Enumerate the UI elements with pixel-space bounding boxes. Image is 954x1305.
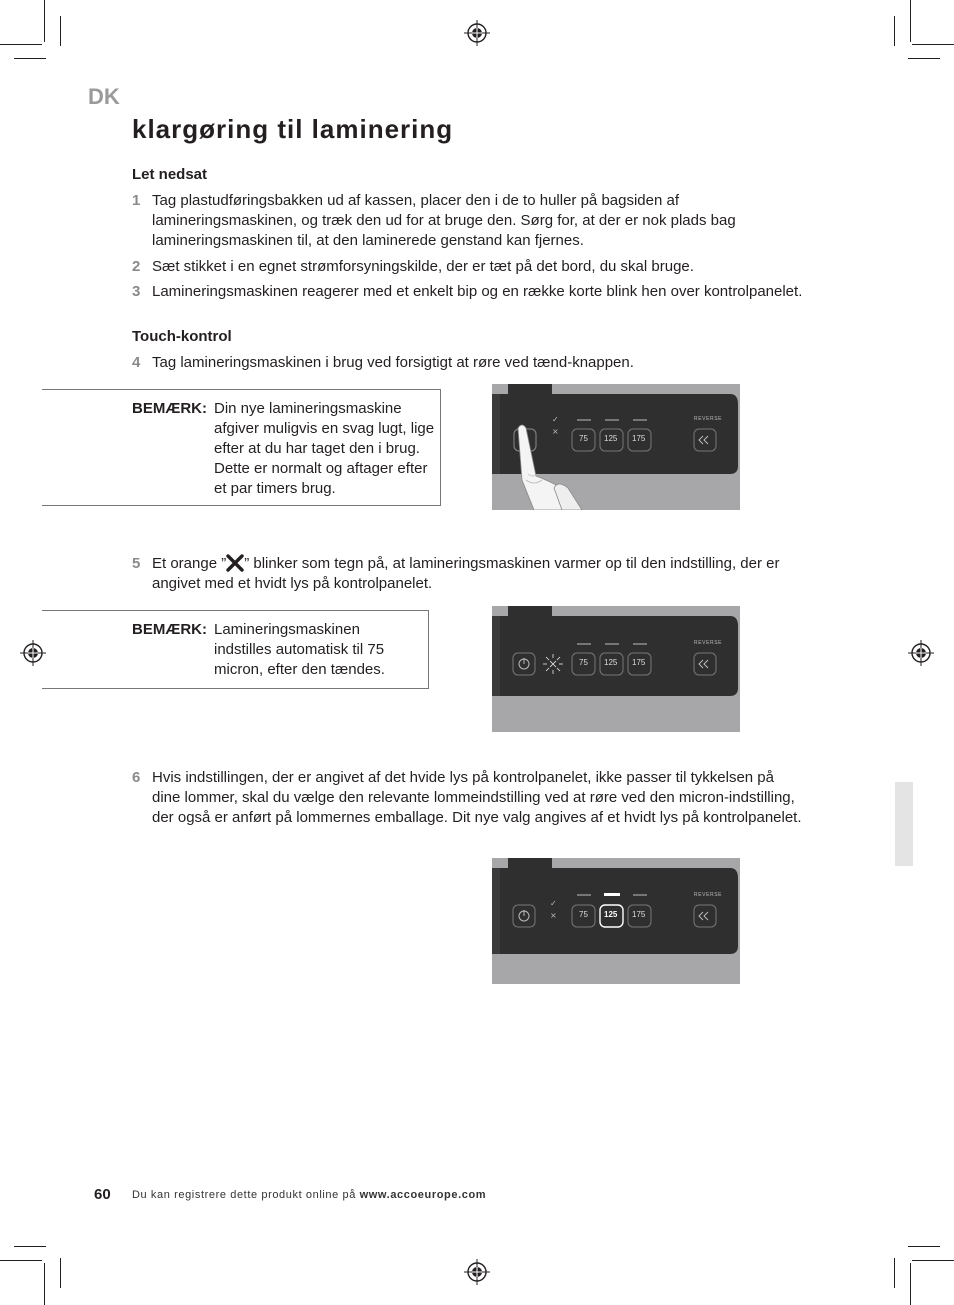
setting-175: 175: [632, 658, 646, 667]
note-box: [42, 610, 429, 689]
laminator-panel-icon: [492, 858, 740, 984]
crop-mark: [14, 58, 46, 59]
registration-mark-icon: [464, 1259, 490, 1285]
crop-mark: [60, 1258, 61, 1288]
step-number: 3: [132, 283, 141, 300]
svg-text:✓: ✓: [552, 415, 559, 424]
list-item: [132, 353, 822, 373]
crop-mark: [14, 1246, 46, 1247]
crop-mark: [44, 1263, 45, 1305]
list-item: [132, 191, 822, 251]
section-heading: Touch-kontrol: [132, 328, 232, 345]
step-text: Tag plastudføringsbakken ud af kassen, placer den i de to huller på bagsiden af lamineringsmaskinen, og træk den ud for at bruge den. Sørg for, at der er nok plads bag lamineringsmaskinen til, at den laminerede genstand kan fjernes.: [152, 192, 736, 249]
step-text-after: ” blinker som tegn på, at lamineringsmaskinen varmer op til den indstilling, der er angivet med et hvidt lys på kontrolpanelet.: [152, 555, 780, 592]
setting-75: 75: [579, 910, 588, 919]
step-text-before: Et orange ”: [152, 555, 227, 572]
list-item: [132, 282, 822, 302]
setting-175: 175: [632, 910, 646, 919]
page-title: klargøring til laminering: [132, 114, 454, 144]
x-icon: [226, 554, 244, 572]
registration-mark-icon: [908, 640, 934, 666]
footer-text: [132, 1189, 486, 1201]
page-number: 60: [94, 1186, 111, 1203]
section-heading: Let nedsat: [132, 166, 208, 183]
crop-mark: [60, 16, 61, 46]
control-panel-illustration: [492, 606, 740, 732]
setting-125: 125: [604, 434, 618, 443]
list-item: [132, 257, 822, 277]
setting-75: 75: [579, 434, 588, 443]
crop-mark: [908, 58, 940, 59]
footer-url[interactable]: www.accoeurope.com: [359, 1189, 487, 1201]
note-text: Din nye lamineringsmaskine afgiver muligvis en svag lugt, lige efter at du har taget den i brug. Dette er normalt og aftager efter et par timers brug.: [214, 400, 435, 497]
step-number: 4: [132, 354, 141, 371]
crop-mark: [910, 1263, 911, 1305]
registration-mark-icon: [464, 20, 490, 46]
step-number: 2: [132, 258, 141, 275]
step-number: 6: [132, 769, 141, 786]
note-box: [42, 389, 441, 506]
note-label: BEMÆRK:: [132, 400, 207, 417]
svg-text:✓: ✓: [550, 899, 557, 908]
crop-mark: [44, 0, 45, 42]
crop-mark: [894, 1258, 895, 1288]
crop-mark: [908, 1246, 940, 1247]
control-panel-illustration: [492, 858, 740, 984]
svg-text:×: ×: [552, 427, 559, 436]
list-item: [132, 554, 822, 594]
laminator-panel-icon: [492, 384, 740, 510]
language-thumb-tab: [895, 782, 913, 866]
svg-text:×: ×: [550, 911, 557, 920]
crop-mark: [894, 16, 895, 46]
control-panel-illustration: [492, 384, 740, 510]
language-tag: DK: [88, 84, 120, 109]
setting-175: 175: [632, 434, 646, 443]
step-text: Tag lamineringsmaskinen i brug ved forsigtigt at røre ved tænd-knappen.: [152, 354, 634, 371]
note-text: Lamineringsmaskinen indstilles automatisk til 75 micron, efter den tændes.: [214, 621, 385, 678]
crop-mark: [912, 1260, 954, 1261]
step-text: Lamineringsmaskinen reagerer med et enkelt bip og en række korte blink hen over kontrolpanelet.: [152, 283, 803, 300]
crop-mark: [0, 44, 42, 45]
crop-mark: [0, 1260, 42, 1261]
step-text: Hvis indstillingen, der er angivet af det hvide lys på kontrolpanelet, ikke passer til tykkelsen på dine lommer, skal du vælge den relevante lommeindstilling ved at røre ved den micron-indstilling, der også er anført på lommernes emballage. Dit nye valg angives af et hvidt lys på kontrolpanelet.: [152, 769, 802, 826]
setting-125-selected: 125: [604, 910, 618, 919]
list-item: [132, 768, 802, 828]
reverse-label: REVERSE: [694, 892, 723, 898]
crop-mark: [910, 0, 911, 42]
setting-75: 75: [579, 658, 588, 667]
reverse-label: REVERSE: [694, 640, 723, 646]
reverse-label: REVERSE: [694, 416, 723, 422]
footer-sentence: Du kan registrere dette produkt online på: [132, 1189, 356, 1201]
step-number: 1: [132, 192, 141, 209]
note-label: BEMÆRK:: [132, 621, 207, 638]
step-text: Sæt stikket i en egnet strømforsyningskilde, der er tæt på det bord, du skal bruge.: [152, 258, 694, 275]
laminator-panel-icon: [492, 606, 740, 732]
step-number: 5: [132, 555, 141, 572]
step-text: [152, 554, 822, 594]
setting-125: 125: [604, 658, 618, 667]
crop-mark: [912, 44, 954, 45]
